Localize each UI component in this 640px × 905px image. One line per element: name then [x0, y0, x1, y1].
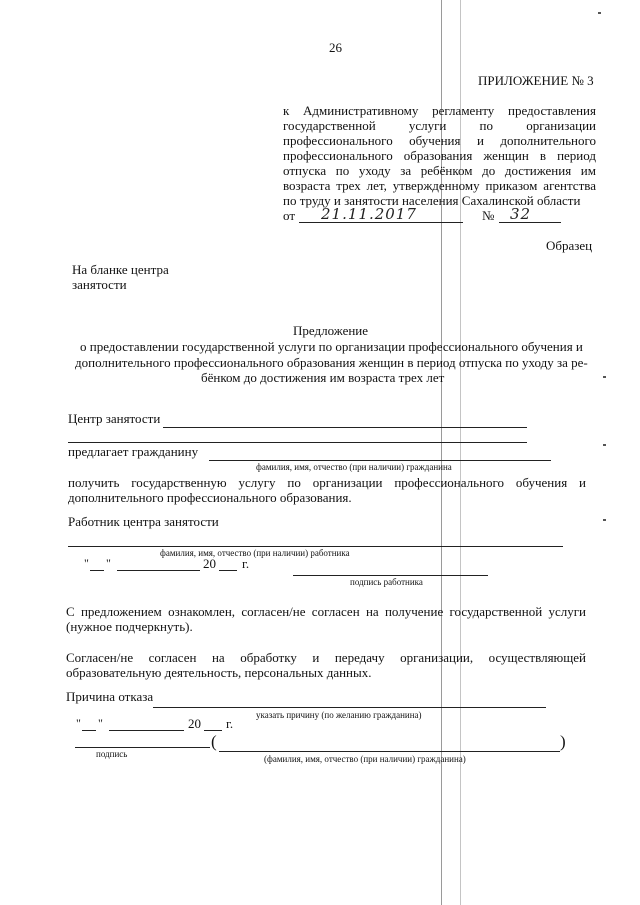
refusal-underline	[153, 707, 546, 708]
year-suffix: г.	[226, 716, 234, 731]
citizen-fio-caption: (фамилия, имя, отчество (при наличии) гражданина)	[264, 754, 466, 764]
handwritten-number: 32	[510, 205, 532, 223]
offers-label: предлагает гражданину	[68, 444, 199, 459]
date-prefix: от	[283, 208, 296, 223]
month-underline	[109, 730, 184, 731]
number-label: №	[482, 208, 495, 223]
refusal-label: Причина отказа	[66, 689, 154, 704]
scan-speck	[603, 376, 606, 378]
form-title: Предложение	[293, 323, 369, 338]
citizen-fio-underline	[219, 751, 560, 752]
worker-name-underline	[68, 546, 563, 547]
blank-label-line: На бланке центра	[72, 262, 169, 277]
sample-label: Образец	[546, 238, 593, 253]
month-underline	[117, 570, 200, 571]
paren-close: )	[560, 732, 566, 751]
worker-signature-underline	[293, 575, 488, 576]
scan-speck	[603, 519, 606, 521]
form-subtitle-line: дополнительного профессионального образования женщин в период отпуска по уходу за ре-	[75, 355, 588, 370]
decree-line: возраста трех лет, утвержденному приказом агентства	[283, 178, 596, 193]
signature-caption: подпись	[96, 749, 128, 759]
date-quote-close: "	[106, 556, 111, 570]
worker-name-caption: фамилия, имя, отчество (при наличии) работника	[160, 548, 350, 558]
citizen-signature-underline	[75, 747, 210, 748]
year-prefix: 20	[188, 716, 201, 731]
scan-speck	[598, 12, 601, 14]
consent-line: образовательную деятельность, персональных данных.	[66, 665, 372, 680]
acknowledged-line: С предложением ознакомлен, согласен/не согласен на получение государственной услуги	[66, 604, 586, 619]
center-underline	[163, 427, 527, 428]
worker-label: Работник центра занятости	[68, 514, 219, 529]
date-quote-open: "	[84, 556, 89, 570]
handwritten-date: 21.11.2017	[321, 205, 417, 223]
year-prefix: 20	[203, 556, 216, 571]
scan-speck	[603, 444, 606, 446]
decree-line: по труду и занятости населения Сахалинской области	[283, 193, 581, 208]
decree-line: к Административному регламенту предоставления	[283, 103, 596, 118]
year-underline	[204, 730, 222, 731]
decree-line: государственной услуги по организации	[283, 118, 596, 133]
date-quote-open: "	[76, 716, 81, 730]
citizen-name-underline	[209, 460, 551, 461]
day-underline	[90, 570, 104, 571]
citizen-name-caption: фамилия, имя, отчество (при наличии) гражданина	[256, 462, 452, 472]
receive-line: дополнительного профессионального образования.	[68, 490, 352, 505]
decree-line: отпуска по уходу за ребёнком до достижения им	[283, 163, 596, 178]
form-subtitle-line: о предоставлении государственной услуги по организации профессионального обучения и	[80, 339, 583, 354]
day-underline	[82, 730, 96, 731]
decree-line: профессионального образования женщин в период	[283, 148, 596, 163]
paren-open: (	[211, 732, 217, 751]
center-underline-2	[68, 442, 527, 443]
receive-line: получить государственную услугу по организации профессионального обучения и	[68, 475, 586, 490]
center-label: Центр занятости	[68, 411, 161, 426]
decree-line: профессионального обучения и дополнительного	[283, 133, 596, 148]
worker-signature-caption: подпись работника	[350, 577, 423, 587]
form-subtitle-line: бёнком до достижения им возраста трех лет	[201, 370, 445, 385]
year-underline	[219, 570, 237, 571]
page-number: 26	[329, 40, 342, 55]
refusal-caption: указать причину (по желанию гражданина)	[256, 710, 422, 720]
appendix-label: ПРИЛОЖЕНИЕ № 3	[478, 73, 594, 88]
date-quote-close: "	[98, 716, 103, 730]
acknowledged-line: (нужное подчеркнуть).	[66, 619, 193, 634]
blank-label-line: занятости	[72, 277, 127, 292]
year-suffix: г.	[242, 556, 250, 571]
consent-line: Согласен/не согласен на обработку и передачу организации, осуществляющей	[66, 650, 586, 665]
